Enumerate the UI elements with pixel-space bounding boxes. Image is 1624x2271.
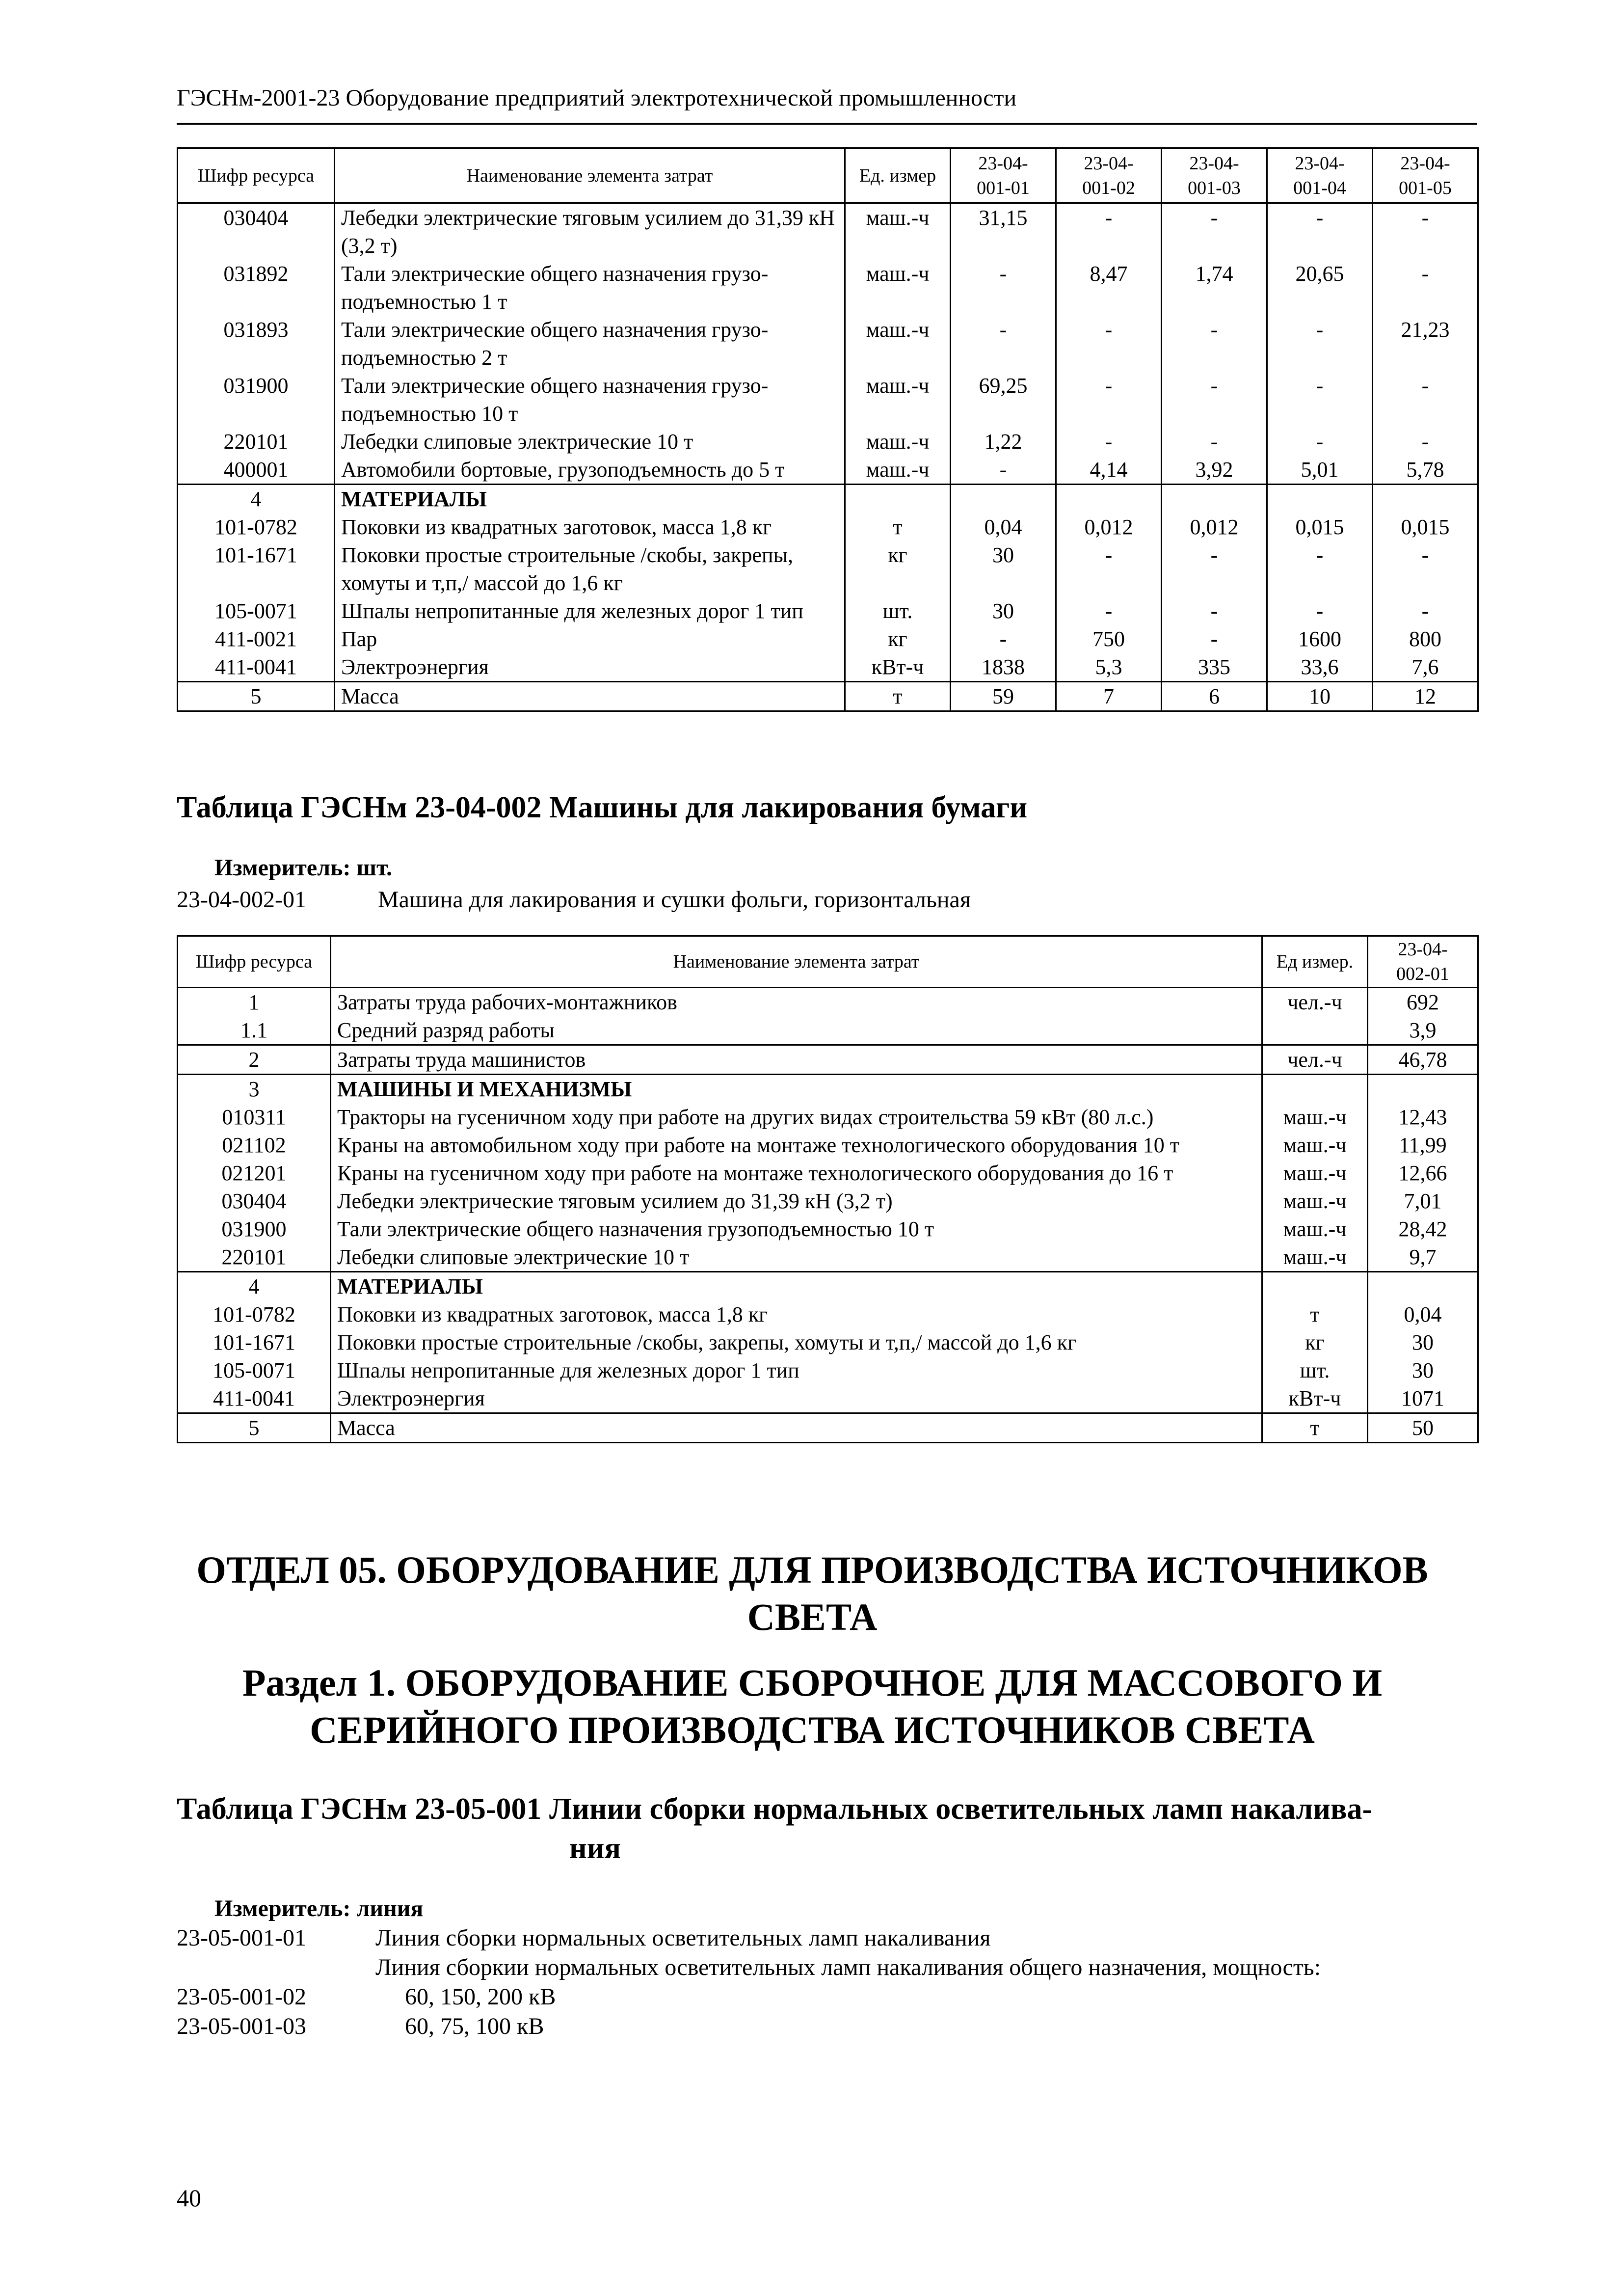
table-cell: 692: [1368, 988, 1478, 1017]
table-cell: Тали электрические общего назначения грузо-подъемностью 1 т: [335, 260, 845, 316]
page-number: 40: [177, 2184, 201, 2212]
table-cell: -: [1056, 428, 1162, 456]
table-cell: чел.-ч: [1262, 1045, 1368, 1075]
table-cell: 4: [178, 1272, 331, 1301]
table-row: [178, 1187, 1478, 1215]
table-cell: маш.-ч: [845, 456, 951, 485]
table-cell: 21,23: [1373, 316, 1478, 372]
table-cell: МАШИНЫ И МЕХАНИЗМЫ: [331, 1075, 1262, 1104]
table-cell: 5,78: [1373, 456, 1478, 485]
table-cell: т: [1262, 1300, 1368, 1328]
table-row: [178, 1075, 1478, 1104]
table-row: [178, 1045, 1478, 1075]
table-row: [178, 316, 1478, 372]
table-cell: 3,92: [1162, 456, 1267, 485]
table-cell: 59: [951, 682, 1056, 711]
table-cell: 31,15: [951, 203, 1056, 260]
norm-name: 60, 150, 200 кВ: [405, 1984, 556, 2010]
table-cell: [1368, 1272, 1478, 1301]
table-cell: Пар: [335, 625, 845, 653]
table-cell: Электроэнергия: [331, 1384, 1262, 1413]
table-cell: 69,25: [951, 372, 1056, 428]
table-cell: 101-0782: [178, 1300, 331, 1328]
norm-group-text: Линия сборкии нормальных осветительных ламп накаливания общего назначения, мощность:: [375, 1954, 1321, 1980]
table-cell: 4,14: [1056, 456, 1162, 485]
table-cell: [845, 485, 951, 514]
table-row: [178, 1356, 1478, 1384]
table-cell: 0,015: [1373, 513, 1478, 541]
table-cell: 8,47: [1056, 260, 1162, 316]
table-row: [178, 625, 1478, 653]
column-header: Ед. измер: [845, 148, 951, 203]
table-cell: 411-0041: [178, 653, 335, 682]
razdel-line-2: СЕРИЙНОГО ПРОИЗВОДСТВА ИСТОЧНИКОВ СВЕТА: [310, 1708, 1315, 1751]
table-cell: -: [1162, 597, 1267, 625]
table-cell: 220101: [178, 428, 335, 456]
table-cell: 9,7: [1368, 1243, 1478, 1272]
table-cell: 800: [1373, 625, 1478, 653]
table-cell: [1056, 485, 1162, 514]
column-header: 23-04- 001-01: [951, 148, 1056, 203]
table-cell: 031900: [178, 372, 335, 428]
table-cell: 1600: [1267, 625, 1373, 653]
norm-name: Линия сборки нормальных осветительных ламп накаливания: [375, 1925, 991, 1951]
running-header: ГЭСНм-2001-23 Оборудование предприятий электротехнической промышленности: [177, 85, 1017, 111]
table-cell: -: [951, 316, 1056, 372]
table-cell: Лебедки электрические тяговым усилием до 31,39 кН (3,2 т): [335, 203, 845, 260]
table-cell: 411-0041: [178, 1384, 331, 1413]
table-row: [178, 1215, 1478, 1243]
table-cell: [1262, 1075, 1368, 1104]
table-cell: 5,01: [1267, 456, 1373, 485]
table-cell: 4: [178, 485, 335, 514]
table-cell: Затраты труда машинистов: [331, 1045, 1262, 1075]
table-cell: МАТЕРИАЛЫ: [335, 485, 845, 514]
section-razdel-1: [147, 1659, 1477, 1754]
table-cell: 335: [1162, 653, 1267, 682]
table-row: [178, 1272, 1478, 1301]
table-cell: 2: [178, 1045, 331, 1075]
table-cell: 30: [951, 541, 1056, 597]
table-cell: 021102: [178, 1131, 331, 1159]
norm-code: 23-04-002-01: [177, 887, 306, 913]
table-cell: -: [1373, 203, 1478, 260]
table-cell: Краны на автомобильном ходу при работе на монтаже технологического оборудования 10 т: [331, 1131, 1262, 1159]
norm-code: 23-05-001-01: [177, 1925, 306, 1951]
table-cell: 3: [178, 1075, 331, 1104]
section-otdel-05: [147, 1546, 1477, 1641]
table-cell: Масса: [335, 682, 845, 711]
table-cell: Тракторы на гусеничном ходу при работе на других видах строительства 59 кВт (80 л.с.): [331, 1103, 1262, 1131]
table-cell: маш.-ч: [1262, 1131, 1368, 1159]
measure-label: Измеритель:: [214, 1895, 351, 1921]
table-row: [178, 1300, 1478, 1328]
table-cell: Тали электрические общего назначения грузоподъемностью 10 т: [331, 1215, 1262, 1243]
table-row: [178, 988, 1478, 1017]
table-cell: 0,04: [951, 513, 1056, 541]
table-cell: -: [1373, 372, 1478, 428]
table-cell: 50: [1368, 1413, 1478, 1443]
table1-body: [178, 203, 1478, 711]
table-row: [178, 260, 1478, 316]
table-cell: Затраты труда рабочих-монтажников: [331, 988, 1262, 1017]
table-cell: 7,01: [1368, 1187, 1478, 1215]
table-cell: 400001: [178, 456, 335, 485]
table-cell: 30: [1368, 1356, 1478, 1384]
table-cell: -: [1267, 428, 1373, 456]
table-cell: Электроэнергия: [335, 653, 845, 682]
table-cell: Тали электрические общего назначения грузо-подъемностью 2 т: [335, 316, 845, 372]
table-cell: 021201: [178, 1159, 331, 1187]
table-cell: Поковки простые строительные /скобы, закрепы, хомуты и т,п,/ массой до 1,6 кг: [331, 1328, 1262, 1356]
table-cell: [951, 485, 1056, 514]
table-cell: -: [1267, 597, 1373, 625]
table-cell: Шпалы непропитанные для железных дорог 1 тип: [335, 597, 845, 625]
table-cell: [1373, 485, 1478, 514]
table-cell: 5: [178, 1413, 331, 1443]
table-cell: Тали электрические общего назначения грузо-подъемностью 10 т: [335, 372, 845, 428]
table-cell: 220101: [178, 1243, 331, 1272]
table-cell: МАТЕРИАЛЫ: [331, 1272, 1262, 1301]
resource-table-23-04-002: [177, 935, 1479, 1443]
column-header: Наименование элемента затрат: [331, 936, 1262, 988]
table-row: [178, 682, 1478, 711]
table-cell: 101-1671: [178, 1328, 331, 1356]
table-row: [178, 653, 1478, 682]
table2-body: [178, 988, 1478, 1443]
table-cell: маш.-ч: [845, 260, 951, 316]
table-cell: 7: [1056, 682, 1162, 711]
table-cell: 0,015: [1267, 513, 1373, 541]
column-header: Шифр ресурса: [178, 148, 335, 203]
table-cell: 101-1671: [178, 541, 335, 597]
table-row: [178, 1384, 1478, 1413]
measure-value: линия: [356, 1895, 424, 1921]
table-cell: -: [1162, 625, 1267, 653]
table-cell: чел.-ч: [1262, 988, 1368, 1017]
razdel-line-1: Раздел 1. ОБОРУДОВАНИЕ СБОРОЧНОЕ ДЛЯ МАССОВОГО И: [242, 1661, 1383, 1704]
table-row: [178, 1103, 1478, 1131]
table-cell: -: [1056, 541, 1162, 597]
table-cell: 031893: [178, 316, 335, 372]
otdel-line-2: СВЕТА: [747, 1595, 878, 1638]
table-cell: кВт-ч: [845, 653, 951, 682]
table-title-23-04-002: Таблица ГЭСНм 23-04-002 Машины для лакирования бумаги: [177, 791, 1028, 824]
column-header: 23-04- 001-03: [1162, 148, 1267, 203]
table-cell: 11,99: [1368, 1131, 1478, 1159]
table-row: [178, 485, 1478, 514]
table-cell: маш.-ч: [1262, 1215, 1368, 1243]
table-cell: т: [845, 682, 951, 711]
table-row: [178, 456, 1478, 485]
table-cell: [1368, 1075, 1478, 1104]
table-cell: 411-0021: [178, 625, 335, 653]
otdel-line-1: ОТДЕЛ 05. ОБОРУДОВАНИЕ ДЛЯ ПРОИЗВОДСТВА ИСТОЧНИКОВ: [196, 1548, 1428, 1591]
table-row: [178, 513, 1478, 541]
table-cell: 0,04: [1368, 1300, 1478, 1328]
measure-label: Измеритель:: [214, 855, 351, 881]
table-cell: кг: [845, 541, 951, 597]
table-cell: маш.-ч: [1262, 1243, 1368, 1272]
table-title-23-05-001-line2: ния: [569, 1832, 621, 1865]
table-cell: 28,42: [1368, 1215, 1478, 1243]
table-cell: 5: [178, 682, 335, 711]
table-cell: [1262, 1272, 1368, 1301]
table-cell: 1: [178, 988, 331, 1017]
table-cell: 1,22: [951, 428, 1056, 456]
measure-line-23-05-001: [214, 1895, 423, 1922]
column-header: Шифр ресурса: [178, 936, 331, 988]
table-title-23-05-001-line1: Таблица ГЭСНм 23-05-001 Линии сборки нормальных осветительных ламп накалива-: [177, 1792, 1373, 1826]
table-row: [178, 541, 1478, 597]
table-cell: 5,3: [1056, 653, 1162, 682]
table-cell: 7,6: [1373, 653, 1478, 682]
table-cell: -: [1162, 372, 1267, 428]
table-cell: 46,78: [1368, 1045, 1478, 1075]
table-cell: 030404: [178, 1187, 331, 1215]
table-cell: -: [1056, 372, 1162, 428]
table2-header: [178, 936, 1478, 988]
table-cell: 1.1: [178, 1016, 331, 1045]
table-cell: -: [951, 456, 1056, 485]
table-cell: -: [1056, 203, 1162, 260]
norm-code: 23-05-001-03: [177, 2013, 306, 2039]
table-cell: Лебедки электрические тяговым усилием до 31,39 кН (3,2 т): [331, 1187, 1262, 1215]
table-cell: -: [1162, 428, 1267, 456]
table-cell: маш.-ч: [845, 428, 951, 456]
table-cell: т: [845, 513, 951, 541]
table-row: [178, 372, 1478, 428]
table-cell: [1267, 485, 1373, 514]
table-cell: Краны на гусеничном ходу при работе на монтаже технологического оборудования до 16 т: [331, 1159, 1262, 1187]
table-cell: Средний разряд работы: [331, 1016, 1262, 1045]
table-cell: 30: [951, 597, 1056, 625]
table-row: [178, 203, 1478, 260]
table-cell: -: [951, 260, 1056, 316]
table-cell: Автомобили бортовые, грузоподъемность до 5 т: [335, 456, 845, 485]
column-header: 23-04- 001-02: [1056, 148, 1162, 203]
table-cell: 105-0071: [178, 1356, 331, 1384]
table-cell: Шпалы непропитанные для железных дорог 1 тип: [331, 1356, 1262, 1384]
table-cell: -: [1267, 372, 1373, 428]
table-cell: 20,65: [1267, 260, 1373, 316]
table-cell: -: [1267, 541, 1373, 597]
table-cell: -: [1373, 428, 1478, 456]
table-cell: Поковки простые строительные /скобы, закрепы, хомуты и т,п,/ массой до 1,6 кг: [335, 541, 845, 597]
table-row: [178, 1328, 1478, 1356]
table-cell: Лебедки слиповые электрические 10 т: [331, 1243, 1262, 1272]
table-cell: 030404: [178, 203, 335, 260]
table-cell: 12,66: [1368, 1159, 1478, 1187]
table-cell: [1262, 1016, 1368, 1045]
table-cell: -: [1162, 316, 1267, 372]
table-cell: 750: [1056, 625, 1162, 653]
table-cell: -: [1267, 316, 1373, 372]
table-cell: 3,9: [1368, 1016, 1478, 1045]
table-cell: шт.: [845, 597, 951, 625]
table-cell: маш.-ч: [845, 372, 951, 428]
table-cell: кг: [1262, 1328, 1368, 1356]
table-cell: т: [1262, 1413, 1368, 1443]
resource-table-23-04-001: [177, 147, 1479, 712]
table-row: [178, 1131, 1478, 1159]
table-cell: 10: [1267, 682, 1373, 711]
table-cell: -: [1373, 541, 1478, 597]
table1-header: [178, 148, 1478, 203]
table-cell: -: [1056, 597, 1162, 625]
table-cell: 1838: [951, 653, 1056, 682]
table-cell: -: [1162, 541, 1267, 597]
table-cell: -: [1373, 597, 1478, 625]
table-cell: шт.: [1262, 1356, 1368, 1384]
table-cell: -: [1162, 203, 1267, 260]
table-row: [178, 428, 1478, 456]
table-cell: 0,012: [1162, 513, 1267, 541]
column-header: 23-04- 001-05: [1373, 148, 1478, 203]
table-row: [178, 1413, 1478, 1443]
table-cell: Поковки из квадратных заготовок, масса 1,8 кг: [335, 513, 845, 541]
table-row: [178, 1243, 1478, 1272]
table-row: [178, 597, 1478, 625]
table-cell: маш.-ч: [1262, 1103, 1368, 1131]
table-cell: 105-0071: [178, 597, 335, 625]
table-cell: -: [951, 625, 1056, 653]
column-header: 23-04- 001-04: [1267, 148, 1373, 203]
table-cell: кг: [845, 625, 951, 653]
table-cell: 010311: [178, 1103, 331, 1131]
table-cell: 1,74: [1162, 260, 1267, 316]
table-cell: 0,012: [1056, 513, 1162, 541]
norm-code: 23-05-001-02: [177, 1984, 306, 2010]
table-cell: кВт-ч: [1262, 1384, 1368, 1413]
table-cell: 12: [1373, 682, 1478, 711]
norm-name: 60, 75, 100 кВ: [405, 2013, 544, 2039]
table-row: [178, 1016, 1478, 1045]
table-row: [178, 1159, 1478, 1187]
table-cell: маш.-ч: [845, 203, 951, 260]
table-cell: 031900: [178, 1215, 331, 1243]
table-cell: маш.-ч: [1262, 1187, 1368, 1215]
table-cell: Поковки из квадратных заготовок, масса 1,8 кг: [331, 1300, 1262, 1328]
table-cell: -: [1267, 203, 1373, 260]
table-cell: 1071: [1368, 1384, 1478, 1413]
table-cell: Масса: [331, 1413, 1262, 1443]
table-cell: -: [1056, 316, 1162, 372]
table-cell: [1162, 485, 1267, 514]
table-cell: маш.-ч: [1262, 1159, 1368, 1187]
column-header: Наименование элемента затрат: [335, 148, 845, 203]
column-header: 23-04- 002-01: [1368, 936, 1478, 988]
table-cell: 12,43: [1368, 1103, 1478, 1131]
measure-value: шт.: [356, 855, 392, 881]
table-cell: 33,6: [1267, 653, 1373, 682]
table-cell: маш.-ч: [845, 316, 951, 372]
measure-line-23-04-002: [214, 854, 392, 881]
table-cell: 30: [1368, 1328, 1478, 1356]
header-rule: [177, 123, 1477, 125]
table-cell: 6: [1162, 682, 1267, 711]
table-cell: 101-0782: [178, 513, 335, 541]
table-cell: 031892: [178, 260, 335, 316]
table-cell: -: [1373, 260, 1478, 316]
table-cell: Лебедки слиповые электрические 10 т: [335, 428, 845, 456]
column-header: Ед измер.: [1262, 936, 1368, 988]
norm-name: Машина для лакирования и сушки фольги, горизонтальная: [378, 887, 971, 913]
